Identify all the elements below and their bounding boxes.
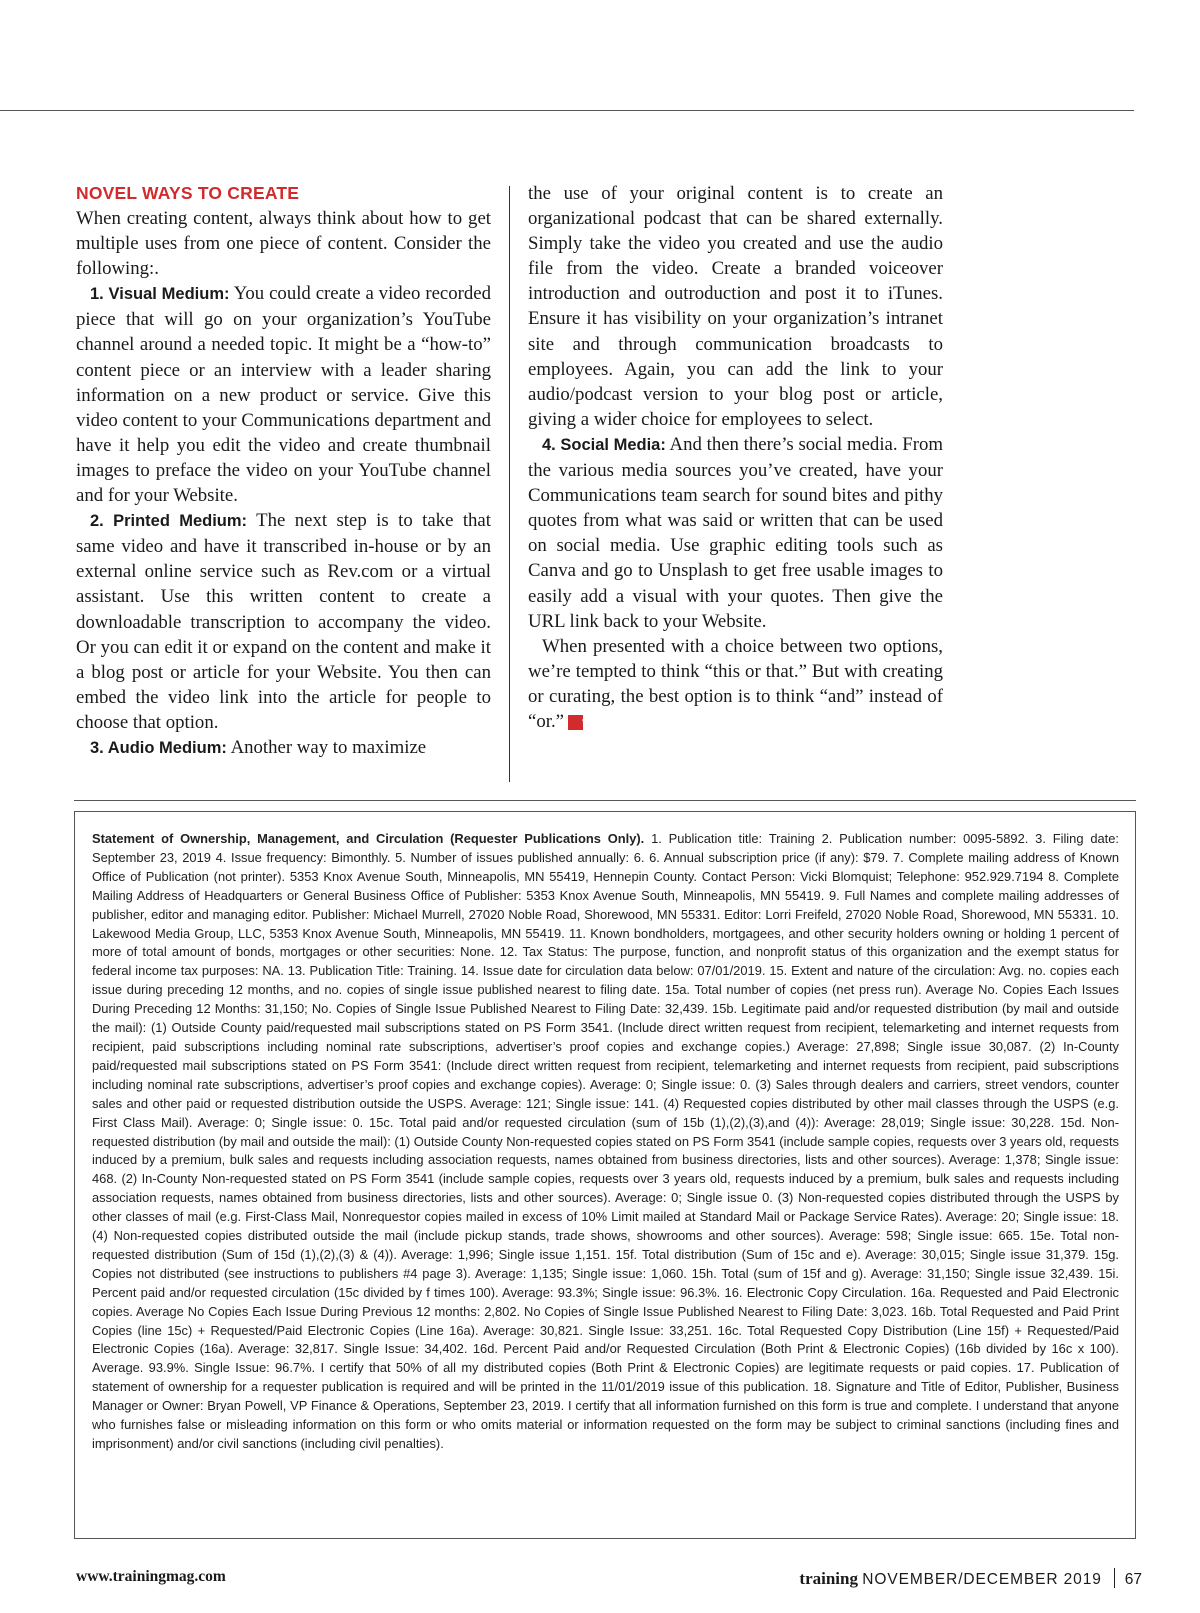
- footer-brand: training: [799, 1569, 858, 1588]
- statement-body: 1. Publication title: Training 2. Publication number: 0095-5892. 3. Filing date: September 23, 2019 4. Issue frequency: Bimonthly. 5. Number of issues published annually: 6. 6. Annual subscription price (if any): $79. 7. Complete mailing address of Known Office of Publication (not printer). 5353 Knox Avenue South, Minneapolis, MN 55419, Hennepin County. Contact Person: Vicki Blomquist; Telephone: 952.929.7194 8. Complete Mailing Address of Headquarters or General Business Office of Publisher: 5353 Knox Avenue South, Minneapolis, MN 55419. 9. Full Names and complete mailing addresses of publisher, editor and managing editor. Publisher: Michael Murrell, 27020 Noble Road, Shorewood, MN 55331. Editor: Lorri Freifeld, 27020 Noble Road, Shorewood, MN 55331. 10. Lakewood Media Group, LLC, 5353 Knox Avenue South, Minneapolis, MN 55419. 11. Known bondholders, mortgagees, and other security holders owning or holding 1 percent of more of total amount of bonds, mortgages or other securities: None. 12. Tax Status: The purpose, function, and nonprofit status of this organization and the exempt status for federal income tax purposes: NA. 13. Publication Title: Training. 14. Issue date for circulation data below: 07/01/2019. 15. Extent and nature of the circulation: Avg. no. copies each issue during preceding 12 months, and no. copies of single issue published nearest to filing date. 15a. Total number of copies (net press run). Average No. Copies Each Issues During Preceding 12 Months: 31,150; No. Copies of Single Issue Published Nearest to Filing Date: 32,439. 15b. Legitimate paid and/or requested distribution (by mail and outside the mail): (1) Outside County paid/requested mail subscriptions stated on PS Form 3541. (Include direct written request from recipient, telemarketing and internet requests from recipient, paid subscriptions including nominal rate subscriptions, advertiser’s proof copies and exchange copies.) Average: 27,898; Single issue 30,087. (2) In-County paid/requested mail subscriptions stated on PS Form 3541: (Include direct written request from recipient, telemarketing and internet requests from recipient, paid subscriptions including nominal rate subscriptions, advertiser’s proof copies and exchange copies). Average: 0; Single issue: 0. (3) Sales through dealers and carriers, street vendors, counter sales and other paid or requested distribution outside the USPS. Average: 121; Single issue: 141. (4) Requested copies distributed by other mail classes through the USPS (e.g. First Class Mail). Average: 0; Single issue: 0. 15c. Total paid and/or requested circulation (sum of 15b (1),(2),(3),and (4)): Average: 28,019; Single issue: 30,228. 15d. Non-requested distribution (by mail and outside the mail): (1) Outside County Non-requested copies stated on PS Form 3541 (include sample copies, requests over 3 years old, requests induced by a premium, bulk sales and requests including association requests, names obtained from business directories, lists and other sources). Average: 1,378; Single issue: 468. (2) In-County Non-requested stated on PS Form 3541 (include sample copies, requests over 3 years old, requests induced by a premium, bulk sales and requests including association requests, names obtained from business directories, lists and other sources). Average: 0; Single issue 0. (3) Non-requested copies distributed through the USPS by other classes of mail (e.g. First-Class Mail, Nonrequestor copies mailed in excess of 10% Limit mailed at Standard Mail or Package Service Rates). Average: 20; Single issue: 18.(4) Non-requested copies distributed outside the mail (include pickup stands, trade shows, showrooms and other sources). Average: 598; Single issue: 665. 15e. Total non-requested distribution (Sum of 15d (1),(2),(3) & (4)). Average: 1,996; Single issue 1,151. 15f. Total distribution (Sum of 15c and e). Average: 30,015; Single issue 31,379. 15g. Copies not distributed (see instructions to publishers #4 page 3). Average: 1,135; Single issue: 1,060. 15h. Total (sum of 15f and g). Average: 31,150; Single issue 32,439. 15i. Percent paid and/or requested circulation (15c divided by f times 100). Average: 93.3%; Single issue: 96.3%. 16. Electronic Copy Circulation. 16a. Requested and Paid Electronic copies. Average No Copies Each Issue During Previous 12 months: 2,802. No Copies of Single Issue Published Nearest to Filing Date: 3,023. 16b. Total Requested and Paid Print Copies (line 15c) + Requested/Paid Electronic Copies (Line 16a). Average: 30,821. Single Issue: 33,251. 16c. Total Requested Copy Distribution (Line 15f) + Requested/Paid Electronic Copies (16a). Average: 32,817. Single Issue: 34,402. 16d. Percent Paid and/or Requested Circulation (Both Print & Electronic Copies) (16b divided by 16c x 100). Average. 93.9%. Single Issue: 96.7%. I certify that 50% of all my distributed copies (Both Print & Electronic Copies) are legitimate requests or paid copies. 17. Publication of statement of ownership for a requester publication is required and will be printed in the 11/01/2019 issue of this publication. 18. Signature and Title of Editor, Publisher, Business Manager or Owner: Bryan Powell, VP Finance & Operations, September 23, 2019. I certify that all information furnished on this form is true and complete. I understand that anyone who furnishes false or misleading information on this form or who omits material or information requested on the form may be subject to criminal sanctions (including fines and imprisonment) and/or civil sanctions (including civil penalties).: [92, 831, 1119, 1451]
- item-text: Another way to maximize: [230, 736, 427, 758]
- closing-paragraph: [528, 634, 943, 734]
- column-divider: [509, 186, 510, 782]
- item-text: The next step is to take that same video and have it transcribed in-house or by an external online service such as Rev.com or a virtual assistant. Use this written content to create a downloadable transcription to accompany the video. Or you can edit it or expand on the content and make it a blog post or article for your Website. You then can embed the video link into the article for people to choose that option.: [76, 510, 491, 733]
- intro-paragraph: When creating content, always think about how to get multiple uses from one piece of content. Consider the following:.: [76, 208, 491, 280]
- statement-title: Statement of Ownership, Management, and Circulation (Requester Publications Only).: [92, 831, 645, 846]
- item-lead: 2. Printed Medium:: [90, 512, 248, 531]
- page-number: 67: [1124, 1571, 1142, 1588]
- item-lead: 1. Visual Medium:: [90, 285, 230, 304]
- footer-separator: [1114, 1568, 1115, 1588]
- top-rule: [0, 110, 1134, 111]
- footer-website-link[interactable]: www.trainingmag.com: [76, 1568, 226, 1585]
- item-lead: 4. Social Media:: [542, 435, 666, 454]
- article-column-left: [76, 181, 491, 761]
- item-audio-medium: [76, 735, 491, 761]
- item-text: And then there’s social media. From the various media sources you’ve created, have your Communications team search for sound bites and pithy quotes from what was said or written that can be used on social media. Use graphic editing tools such as Canva and go to Unsplash to get free usable images to easily add a visual with your quotes. Then give the URL link back to your Website.: [528, 433, 943, 632]
- section-rule: [74, 800, 1136, 801]
- item-printed-medium: [76, 508, 491, 735]
- item-text: You could create a video recorded piece that will go on your organization’s YouTube channel around a needed topic. It might be a “how-to” content piece or an interview with a leader sharing information on a new product or service. Give this video content to your Communications department and have it help you edit the video and create thumbnail images to preface the video on your YouTube channel and for your Website.: [76, 283, 492, 507]
- item-lead: 3. Audio Medium:: [90, 738, 227, 757]
- article-column-right: [528, 181, 943, 734]
- footer-issue-date: NOVEMBER/DECEMBER 2019: [862, 1571, 1102, 1588]
- audio-medium-continuation: the use of your original content is to create an organizational podcast that can be shared externally. Simply take the video you created and use the audio file from the video. Create a branded voiceover introduction and outroduction and post it to iTunes. Ensure it has visibility on your organization’s intranet site and through communication broadcasts to employees. Again, you can add the link to your audio/podcast version to your blog post or article, giving a wider choice for employees to select.: [528, 183, 943, 430]
- end-of-article-icon: t: [568, 715, 583, 730]
- item-visual-medium: [76, 281, 491, 508]
- closing-text: When presented with a choice between two options, we’re tempted to think “this or that.” But with creating or curating, the best option is to think “and” instead of “or.”: [528, 635, 943, 732]
- ownership-statement-box: [74, 811, 1136, 1539]
- item-social-media: [528, 432, 943, 634]
- footer-folio: [799, 1568, 1142, 1589]
- section-heading: NOVEL WAYS TO CREATE: [76, 183, 300, 203]
